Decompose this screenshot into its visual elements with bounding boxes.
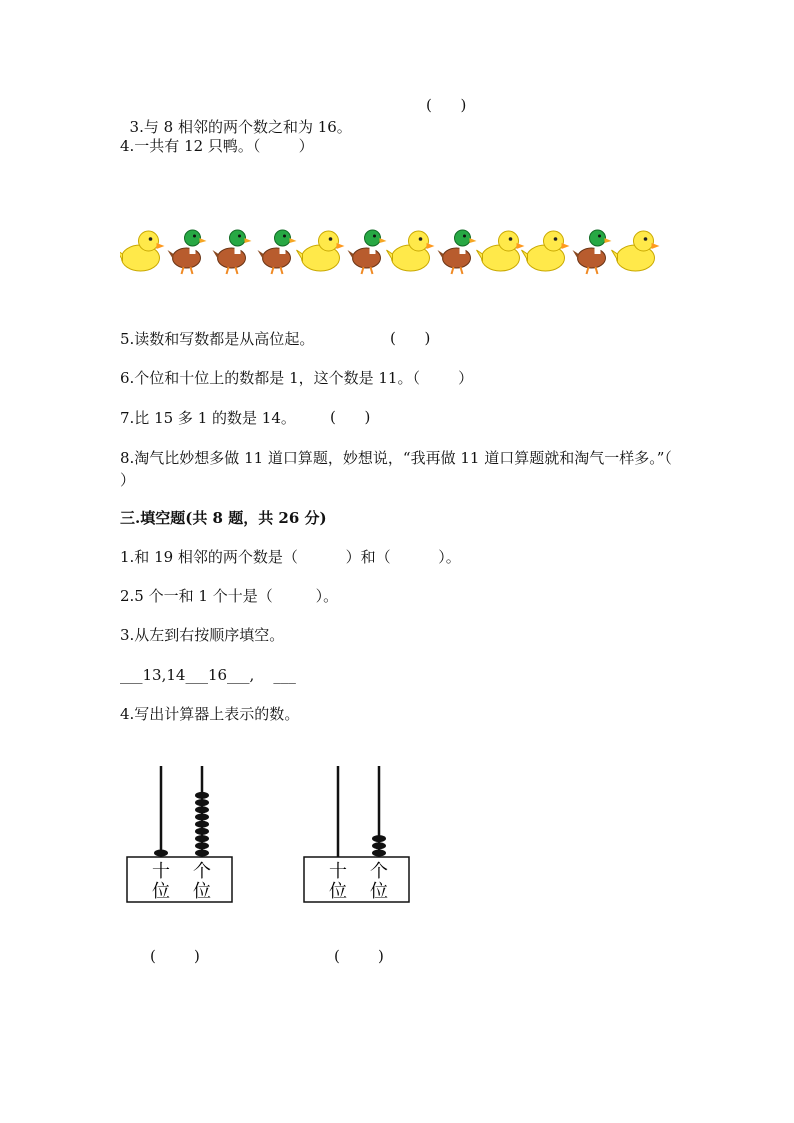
question-7-bracket[interactable]: ( )	[330, 408, 371, 426]
abacus-1-label-ones-2: 位	[193, 881, 211, 902]
ones-bead	[195, 835, 209, 842]
duck-row-image	[120, 222, 660, 278]
abacus-2	[297, 762, 417, 907]
fill-question-1: 1.和 19 相邻的两个数是（ ）和（ ）。	[120, 548, 461, 566]
ones-bead	[195, 806, 209, 813]
abacus-1-label-ones-1: 个	[193, 861, 211, 882]
abacus-1-label-tens-2: 位	[152, 881, 170, 902]
question-3-bracket[interactable]: ( )	[426, 96, 467, 114]
question-5-bracket[interactable]: ( )	[390, 329, 431, 347]
abacus-2-label-tens-1: 十	[329, 861, 347, 882]
fill-question-3: 3.从左到右按顺序填空。	[120, 626, 285, 644]
yellow-duck-icon	[612, 231, 660, 271]
ones-bead	[195, 842, 209, 849]
abacus-1-frame	[127, 857, 232, 902]
mallard-duck-icon	[168, 230, 207, 274]
ones-bead	[372, 835, 386, 842]
ones-bead	[372, 850, 386, 857]
ones-bead	[195, 828, 209, 835]
yellow-duck-icon	[120, 231, 165, 271]
yellow-duck-icon	[522, 231, 570, 271]
question-8: 8.淘气比妙想多做 11 道口算题，妙想说，“我再做 11 道口算题就和淘气一样多。”（ ）	[120, 449, 672, 489]
abacus-1-answer[interactable]: ( )	[150, 947, 200, 965]
question-3	[120, 94, 352, 138]
abacus-1	[120, 762, 240, 907]
question-3-text: 3.与 8 相邻的两个数之和为 16。	[129, 118, 352, 136]
yellow-duck-icon	[387, 231, 435, 271]
mallard-duck-icon	[438, 230, 477, 274]
abacus-2-frame	[304, 857, 409, 902]
yellow-duck-icon	[297, 231, 345, 271]
ones-bead	[195, 850, 209, 857]
question-7: 7.比 15 多 1 的数是 14。	[120, 409, 296, 427]
fill-question-2: 2.5 个一和 1 个十是（ ）。	[120, 587, 339, 605]
tens-bead	[154, 850, 168, 857]
yellow-duck-icon	[477, 231, 525, 271]
ones-bead	[195, 814, 209, 821]
abacus-2-answer[interactable]: ( )	[334, 947, 384, 965]
mallard-duck-icon	[573, 230, 612, 274]
ones-bead	[372, 842, 386, 849]
question-5: 5.读数和写数都是从高位起。	[120, 330, 315, 348]
abacus-1-label-tens-1: 十	[152, 861, 170, 882]
mallard-duck-icon	[213, 230, 252, 274]
fill-question-4: 4.写出计算器上表示的数。	[120, 705, 300, 723]
section-fill-title: 三.填空题(共 8 题，共 26 分)	[120, 509, 327, 527]
abacus-2-label-ones-2: 位	[370, 881, 388, 902]
question-4: 4.一共有 12 只鸭。（ ）	[120, 137, 314, 155]
mallard-duck-icon	[258, 230, 297, 274]
ones-bead	[195, 792, 209, 799]
ones-bead	[195, 799, 209, 806]
abacus-2-label-tens-2: 位	[329, 881, 347, 902]
mallard-duck-icon	[348, 230, 387, 274]
question-6: 6.个位和十位上的数都是 1，这个数是 11。（ ）	[120, 369, 474, 387]
fill-question-3-blanks[interactable]: ___13,14___16___, ___	[120, 666, 296, 684]
abacus-2-label-ones-1: 个	[370, 861, 388, 882]
ones-bead	[195, 821, 209, 828]
abacus-2-beads	[372, 835, 386, 856]
